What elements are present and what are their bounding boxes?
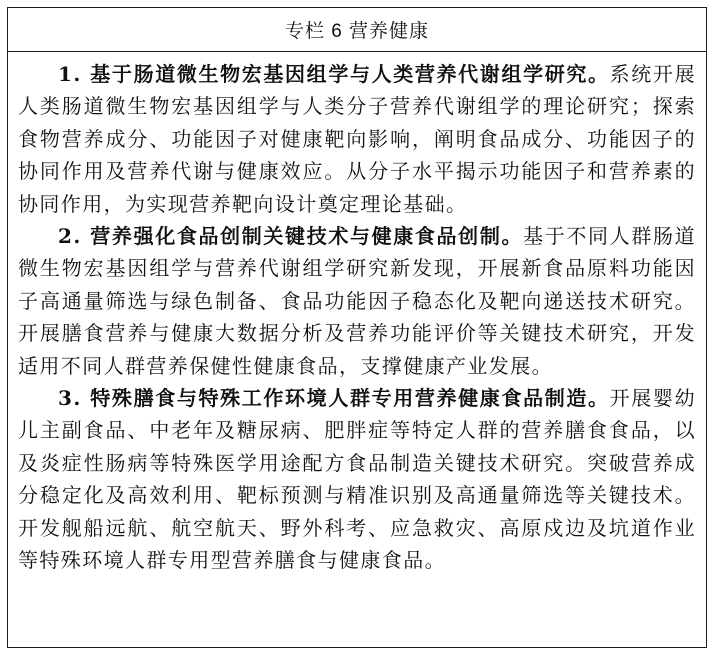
item-text-3: 开展婴幼儿主副食品、中老年及糖尿病、肥胖症等特定人群的营养膳食食品，以及炎症性肠病等特殊医学用途配方食品制造关键技术研究。突破营养成分稳定化及高效利用、靶标预测与精准识别及高通量筛选等关键技术。开发舰船远航、航空航天、野外科考、应急救灾、高原戍边及坑道作业等特殊环境人群专用型营养膳食与健康食品。 [18, 386, 696, 573]
column-box [7, 7, 707, 648]
item-heading-1: 1. 基于肠道微生物宏基因组学与人类营养代谢组学研究。 [58, 62, 610, 86]
item-text-2: 基于不同人群肠道微生物宏基因组学与营养代谢组学研究新发现，开展新食品原料功能因子高通量筛选与绿色制备、食品功能因子稳态化及靶向递送技术研究。开展膳食营养与健康大数据分析及营养功能评价等关键技术研究，开发适用不同人群营养保健性健康食品，支撑健康产业发展。 [18, 224, 696, 378]
item-heading-2: 2. 营养强化食品创制关键技术与健康食品创制。 [58, 224, 524, 249]
item-paragraph-3 [18, 382, 696, 576]
item-text-1: 系统开展人类肠道微生物宏基因组学与人类分子营养代谢组学的理论研究；探索食物营养成分、功能因子对健康靶向影响，阐明食品成分、功能因子的协同作用及营养代谢与健康效应。从分子水平揭示功能因子和营养素的协同作用，为实现营养靶向设计奠定理论基础。 [18, 62, 696, 216]
box-title [8, 8, 706, 52]
item-heading-3: 3. 特殊膳食与特殊工作环境人群专用营养健康食品制造。 [58, 386, 610, 411]
box-body [8, 52, 706, 647]
item-paragraph-2 [18, 220, 696, 382]
item-paragraph-1 [18, 58, 696, 220]
box-title-text: 专栏 6 营养健康 [284, 21, 430, 42]
